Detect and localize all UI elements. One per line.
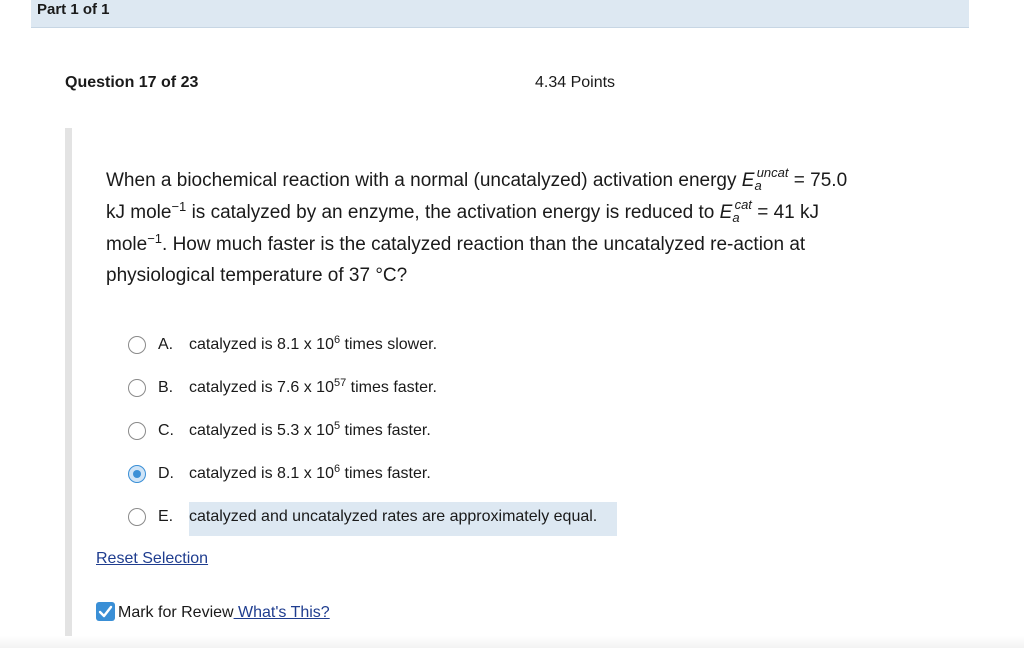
question-points: 4.34 Points bbox=[535, 74, 616, 91]
part-title: Part 1 of 1 bbox=[37, 1, 110, 18]
radio-button[interactable] bbox=[128, 336, 146, 354]
reset-selection-link[interactable]: Reset Selection bbox=[96, 550, 209, 567]
checkmark-icon bbox=[98, 604, 113, 619]
radio-button[interactable] bbox=[128, 422, 146, 440]
radio-button-selected[interactable] bbox=[128, 465, 146, 483]
page-bottom-edge bbox=[0, 636, 1024, 648]
option-c[interactable] bbox=[128, 416, 648, 446]
option-letter: C. bbox=[158, 422, 174, 439]
question-left-border bbox=[65, 128, 72, 648]
whats-this-link[interactable]: What's This? bbox=[233, 604, 330, 621]
option-b[interactable] bbox=[128, 373, 648, 403]
option-e[interactable] bbox=[128, 502, 648, 532]
option-letter: B. bbox=[158, 379, 174, 396]
part-header bbox=[31, 0, 969, 28]
option-text[interactable]: catalyzed is 8.1 x $10^6$ times faster. bbox=[189, 463, 431, 482]
question-number: Question 17 of 23 bbox=[65, 74, 199, 91]
question-text: When a biochemical reaction with a normal (uncatalyzed) activation energy $E_a^{uncat} = 75.0$ kJ mole$^{-1}$ is catalyzed by an enzyme, the activation energy is reduced to $E_a^{cat} = 41$ kJ mole$^{-1}$. How much faster is the catalyzed reaction than the uncatalyzed re-action at physiological temperature of 37 °C? bbox=[106, 165, 848, 286]
option-text[interactable]: catalyzed is 5.3 x $10^5$ times faster. bbox=[189, 420, 431, 439]
mark-for-review-label[interactable]: Mark for Review bbox=[118, 604, 234, 621]
option-a[interactable] bbox=[128, 330, 648, 360]
option-text-highlighted[interactable]: catalyzed and uncatalyzed rates are approximately equal. bbox=[189, 502, 617, 536]
mark-for-review bbox=[96, 602, 330, 622]
radio-button[interactable] bbox=[128, 508, 146, 526]
option-letter: A. bbox=[158, 336, 174, 353]
option-d[interactable] bbox=[128, 459, 648, 489]
option-text[interactable]: catalyzed is 7.6 x $10^{57}$ times faster. bbox=[189, 377, 437, 396]
option-text[interactable]: catalyzed is 8.1 x $10^6$ times slower. bbox=[189, 334, 438, 353]
mark-for-review-checkbox[interactable] bbox=[96, 602, 115, 621]
radio-button[interactable] bbox=[128, 379, 146, 397]
option-letter: D. bbox=[158, 465, 174, 482]
option-letter: E. bbox=[158, 508, 174, 525]
